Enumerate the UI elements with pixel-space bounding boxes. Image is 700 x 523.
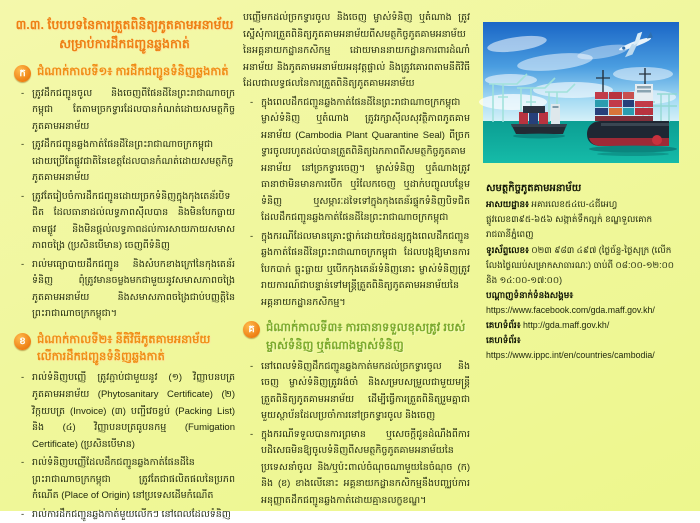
list-item: - ក្នុងករណីទទួលបានការព្រមាន ឬសេចក្តីជូនដំណឹងពីការបដិសេធមិនឱ្យចូលទំនិញពីសមត្ថកិច្ចភូតគាមអនាម័យនៃប្រទេសនាំចូល និង/ឬប៉ះពាល់ចំណុចណាមួយនៃចំណុច (ក) និង (ខ) ខាងលើនោះ អគ្គនាយកដ្ឋានកសិកម្មនឹងបញ្ឈប់ការអនុញ្ញាតដឹកជញ្ជូនឆ្លងកាត់ដោយគ្មានលក្ខខណ្ឌ។ bbox=[250, 427, 470, 510]
list-item: - រាល់ការដឹកជញ្ជូនឆ្លងកាត់មួយលើកៗ នៅពេលដែលទំនិញ bbox=[21, 507, 235, 523]
list-item: - ក្នុងករណីដែលមានគ្រោះថ្នាក់ដោយចៃដន្យក្នុងពេលដឹកជញ្ជូនឆ្លងកាត់ផែនដីនៃព្រះរាជាណាចក្រកម្ពុជា ដែលបង្កឱ្យមានការបែកបាក់ ធ្លុះធ្លាយ ឬបើកកុងតេន័រទំនិញនោះ ម្ចាស់ទំនិញត្រូវរាយការណ៍ជាបន្ទាន់ទៅមន្ត្រីត្រួតពិនិត្យភូតគាមអនាម័យនៃអគ្គនាយកដ្ឋានកសិកម្ម។ bbox=[250, 229, 470, 312]
continuation-paragraph: បញ្ញើមកដល់ច្រកទ្វារចូល និងចេញ ម្ចាស់ទំនិញ ឬតំណាង ត្រូវស្នើសុំការត្រួតពិនិត្យភូតគាមអនាម័យពីសមត្ថកិច្ចភូតគាមអនាម័យ នៃអគ្គនាយកដ្ឋានកសិកម្ម ដោយមាននាយកដ្ឋានការពារដំណាំ អនាម័យ និងភូតគាមអនាម័យអនុវត្តផ្ទាល់ និងត្រូវគោរពតាមនីតិវិធីដែលជាលទ្ធផលនៃការត្រួតពិនិត្យភូតគាមអនាម័យ bbox=[243, 12, 470, 90]
list-item: - រាល់ទំនិញបញ្ញើដែលដឹកជញ្ជូនឆ្លងកាត់ផែនដីនៃព្រះរាជាណាចក្រកម្ពុជា ត្រូវតែជាផលិតផលនៃប្រភពកំណើត (Place of Origin) នៅប្រទេសដើមកំណើត bbox=[21, 455, 235, 505]
section-1-title: ជំណាក់កាលទី១៖ ការដឹកជញ្ជូនទំនិញឆ្លងកាត់ bbox=[37, 65, 229, 78]
address-label: អាសយដ្ឋាន៖ bbox=[486, 199, 529, 210]
list-item: - រាល់ទំនិញបញ្ញើ ត្រូវភ្ជាប់ជាមួយនូវ (១) វិញ្ញាបនបត្រភូតគាមអនាម័យ (Phytosanitary Certificate) (២) វិក្កយបត្រ (Invoice) (៣) បញ្ជីវេចខ្ចប់ (Packing List) និង (៤) វិញ្ញាបនបត្រធូបនកម្ម (Fumigation Certificate) (ប្រសិនបើមាន) bbox=[21, 370, 235, 453]
list-item: - ត្រូវតែរៀបចំការដឹកជញ្ជូនដោយច្រកទំនិញក្នុងកុងតេន័របិទជិត ដែលធានាដល់លទ្ធភាពស៊ីលបាន និងមិនបែកធ្លាយតាមផ្លូវ និងមិនផ្តល់លទ្ធភាពដល់ការសាយភាយសមាសភាពចង្រៃ (ប្រសិនបើមាន) ចេញពីទំនិញ bbox=[21, 189, 235, 255]
section-1-header bbox=[14, 64, 235, 82]
section-3-badge: គ bbox=[243, 321, 260, 338]
section-3-body bbox=[243, 359, 470, 510]
contact-website-2 bbox=[486, 333, 678, 363]
phone-label: ទូរស័ព្ទលេខ៖ bbox=[486, 244, 529, 255]
list-item: - រាល់មធ្យោបាយដឹកជញ្ជូន និងសំបកខាងក្រៅនៃកុងតេន័រទំនិញ ពុំត្រូវមានចម្លងមកជាមួយនូវសមាសភាពចង្រៃភូតគាមអនាម័យ និងសមាសភាពចង្រៃជាប់បញ្ញត្តិនៃព្រះរាជាណាចក្រកម្ពុជា។ bbox=[21, 257, 235, 323]
section-1-badge: ក bbox=[14, 65, 31, 82]
list-item: - ត្រូវដឹកជញ្ជូនឆ្លងកាត់ផែនដីនៃព្រះរាជាណាចក្រកម្ពុជា ដោយប្រើតែផ្លូវជាតិនៃខេត្តដែលបានកំណត់ដោយសមត្ថកិច្ចភូតគាមអនាម័យ bbox=[21, 137, 235, 187]
list-item: - ត្រូវដឹកជញ្ជូនចូល និងចេញពីផែនដីនៃព្រះរាជាណាចក្រកម្ពុជា តែតាមច្រកទ្វារដែលបានកំណត់ដោយសមត្ថកិច្ចភូតគាមអនាម័យ bbox=[21, 86, 235, 136]
list-item: - ក្នុងពេលដឹកជញ្ជូនឆ្លងកាត់ផែនដីនៃព្រះរាជាណាចក្រកម្ពុជា ម្ចាស់ទំនិញ ឬតំណាង ត្រូវរក្សាស៊ីលសុវត្ថិភាពភូតគាមអនាម័យ (Cambodia Plant Quarantine Seal) ពីច្រកទ្វារចូលរហូតដល់បានត្រួតពិនិត្យឯកភាពពីសមត្ថកិច្ចភូតគាមអនាម័យ នៅច្រកទ្វារចេញ។ ម្ចាស់ទំនិញ ឬតំណាងត្រូវធានាថាមិនមានការបើក ឬរំលែកចេញ ឬដាក់បញ្ចូលបន្ថែមទំនិញ ឬសម្ភារៈដទៃទៅក្នុងកុងតេន័រផ្ទុកទំនិញបិទជិត ដែលដឹកជញ្ជូនឆ្លងកាត់ផែនដីនៃព្រះរាជាណាចក្រកម្ពុជា bbox=[250, 95, 470, 227]
social-url: https://www.facebook.com/gda.maff.gov.kh/ bbox=[486, 305, 655, 316]
left-panel bbox=[14, 16, 235, 520]
right-panel bbox=[480, 0, 684, 511]
section-2-badge: ខ bbox=[14, 333, 31, 350]
middle-body bbox=[243, 10, 470, 311]
social-label: បណ្ដាញទំនាក់ទំនងសង្គម៖ bbox=[486, 289, 574, 300]
list-item: - នៅពេលទំនិញដឹកជញ្ជូនឆ្លងកាត់មកដល់ច្រកទ្វារចូល និងចេញ ម្ចាស់ទំនិញត្រូវរង់ចាំ និងសម្របសម្រួលជាមួយមន្ត្រីត្រួតពិនិត្យភូតគាមអនាម័យ ដើម្បីធ្វើការត្រួតពិនិត្យរួមគ្នាជាមួយស្ថាប័នដែលប្រចាំការនៅច្រកទ្វារចូល និងចេញ bbox=[250, 359, 470, 425]
contact-block bbox=[486, 180, 678, 364]
contact-heading: សមត្ថកិច្ចភូតគាមអនាម័យ bbox=[486, 183, 582, 194]
contact-social bbox=[486, 288, 678, 318]
address-value: អគារលេខ៥៤បេ-៤ជីអេហ្វ ផ្លូវលេខ៣៩៥-៦៥៦ សង្កាត់ទឹកល្អក់ ខណ្ឌទួលគោក រាជធានីភ្នំពេញ bbox=[486, 199, 653, 240]
website-label: គេហទំព័រ៖ bbox=[486, 335, 521, 346]
section-2-body bbox=[14, 370, 235, 523]
port-photo bbox=[483, 22, 679, 163]
website-url: https://www.ippc.int/en/countries/cambodia/ bbox=[486, 350, 655, 361]
section-2-header bbox=[14, 332, 235, 367]
section-1-body bbox=[14, 86, 235, 323]
page-title: ៣.៣. បែបបទនៃការត្រួតពិនិត្យភូតគាមអនាម័យ សម្រាប់ការដឹកជញ្ជូនឆ្លងកាត់ bbox=[15, 18, 234, 52]
contact-website-1 bbox=[486, 318, 678, 333]
contact-address bbox=[486, 197, 678, 242]
section-3-title: ជំណាក់កាលទី៣៖ ការធានាទទួលខុសត្រូវ របស់ម្ចាស់ទំនិញ ឬតំណាងម្ចាស់ទំនិញ bbox=[266, 322, 466, 352]
section-3-header bbox=[243, 320, 470, 355]
section-2-title: ជំណាក់កាលទី២៖ នីតិវិធីភូតគាមអនាម័យ លើការដឹកជញ្ជូនទំនិញឆ្លងកាត់ bbox=[37, 333, 211, 364]
website-url: http://gda.maff.gov.kh/ bbox=[523, 320, 610, 331]
contact-phone bbox=[486, 243, 678, 288]
phone-value: ០២៣ ៩៨៣ ៤៩៧ (ថ្ងៃច័ន្ទ-ថ្ងៃសុក្រ (លើកលែងថ្ងៃឈប់សម្រាកសាធារណៈ) ចាប់ពី ០៨:០០-១២:០០ និង ១៤:០០-១៧:០០) bbox=[486, 244, 675, 285]
website-label: គេហទំព័រ៖ bbox=[486, 320, 521, 331]
middle-panel bbox=[243, 10, 470, 506]
